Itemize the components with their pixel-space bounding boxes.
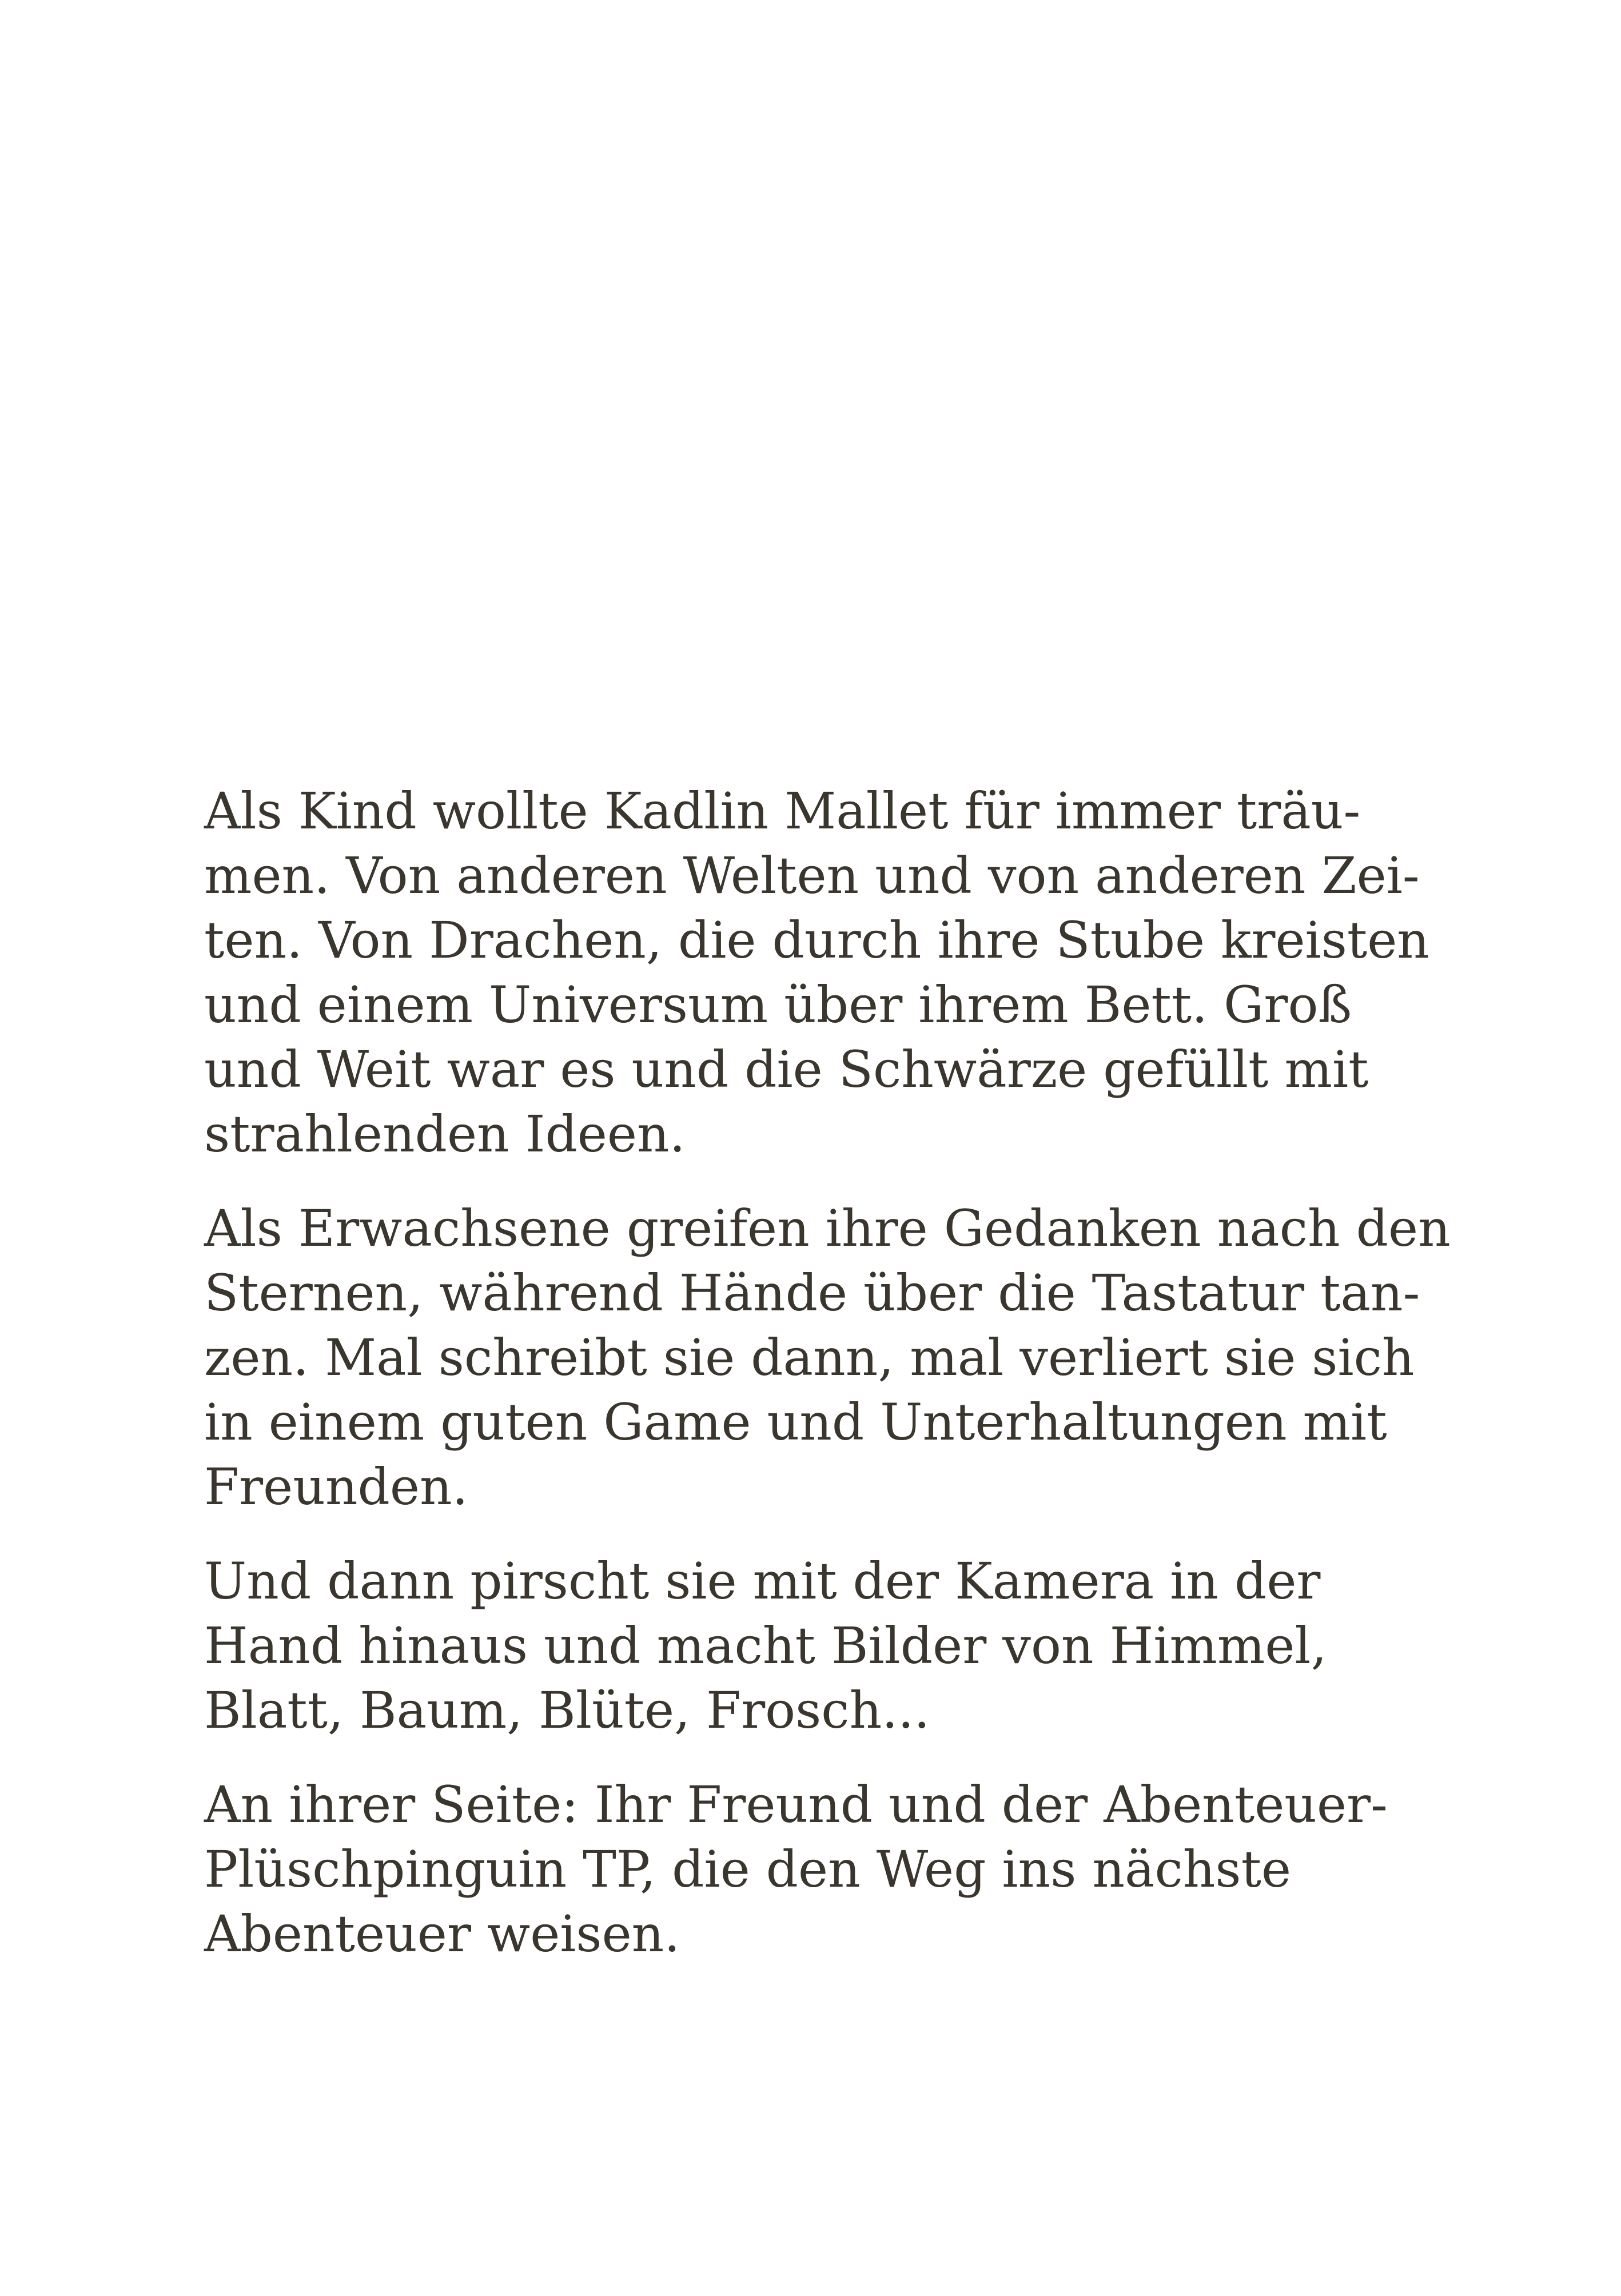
text-line: Plüschpinguin TP, die den Weg ins nächste bbox=[204, 1840, 1292, 1899]
text-line: Als Erwachsene greifen ihre Gedanken nach den bbox=[204, 1199, 1451, 1258]
text-line: und Weit war es und die Schwärze gefüllt mit bbox=[204, 1040, 1369, 1099]
text-line: Abenteuer weisen. bbox=[204, 1904, 680, 1963]
text-line: strahlenden Ideen. bbox=[204, 1105, 686, 1163]
text-line: men. Von anderen Welten und von anderen Zei- bbox=[204, 846, 1420, 905]
text-line: und einem Universum über ihrem Bett. Groß bbox=[204, 975, 1352, 1034]
paragraph-adulthood bbox=[204, 1196, 1451, 1519]
text-line: ten. Von Drachen, die durch ihre Stube kreisten bbox=[204, 911, 1429, 970]
text-line: An ihrer Seite: Ihr Freund und der Abenteuer- bbox=[204, 1775, 1388, 1834]
text-line: Freunden. bbox=[204, 1457, 468, 1516]
paragraph-companions bbox=[204, 1772, 1416, 1966]
text-line: Sternen, während Hände über die Tastatur tan- bbox=[204, 1263, 1420, 1322]
paragraph-childhood bbox=[204, 779, 1429, 1166]
text-line: Hand hinaus und macht Bilder von Himmel, bbox=[204, 1616, 1327, 1675]
text-line: Und dann pirscht sie mit der Kamera in der bbox=[204, 1552, 1321, 1611]
text-line: Als Kind wollte Kadlin Mallet für immer träu- bbox=[204, 782, 1361, 840]
author-bio-text bbox=[204, 779, 1451, 1996]
paragraph-photography bbox=[204, 1549, 1416, 1743]
text-line: zen. Mal schreibt sie dann, mal verliert sie sich bbox=[204, 1328, 1415, 1387]
text-line: in einem guten Game und Unterhaltungen mit bbox=[204, 1393, 1387, 1452]
text-line: Blatt, Baum, Blüte, Frosch... bbox=[204, 1681, 930, 1740]
